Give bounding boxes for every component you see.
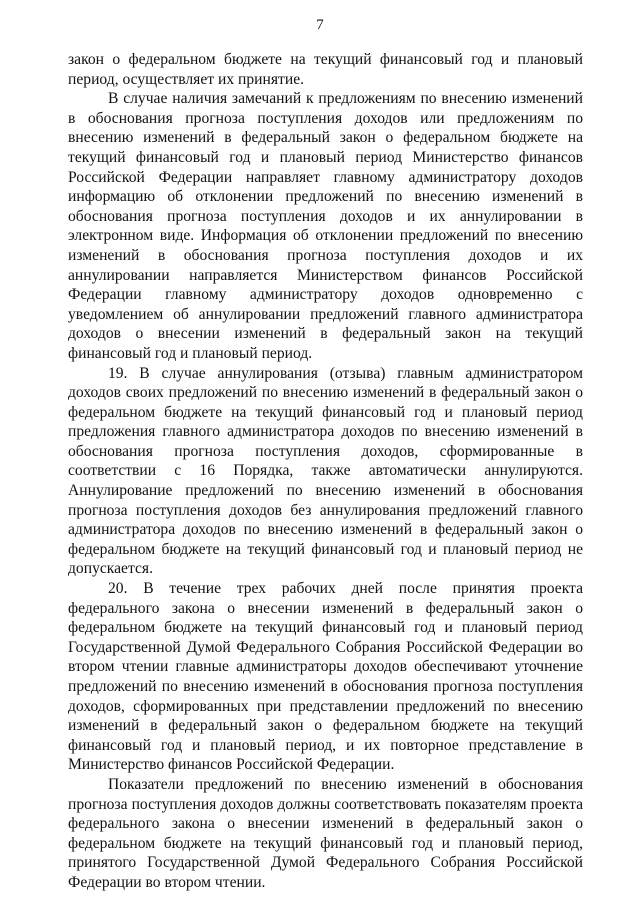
paragraph-indicators: Показатели предложений по внесению изменений в обоснования прогноза поступления доходов должны соответствовать показателям проекта федерального закона о внесении изменений в федеральный закон о федеральном бюджете на текущий финансовый год и плановый период, принятого Государственной Думой Федерального Собрания Российской Федерации во втором чтении. — [68, 775, 583, 891]
paragraph-item-20: 20. В течение трех рабочих дней после принятия проекта федерального закона о внесении изменений в федеральный закон о федеральном бюджете на текущий финансовый год и плановый период Государственной Думой Федерального Собрания Российской Федерации во втором чтении главные администраторы доходов обеспечивают уточнение предложений по внесению изменений в обоснования прогноза поступления доходов, сформированных при представлении предложений по внесению изменений в федеральный закон о федеральном бюджете на текущий финансовый год и плановый период, и их повторное представление в Министерство финансов Российской Федерации. — [68, 580, 583, 774]
paragraph-remarks: В случае наличия замечаний к предложениям по внесению изменений в обоснования прогноза поступления доходов или предложениям по внесению изменений в федеральный закон о федеральном бюджете на текущий финансовый год и плановый период Министерство финансов Российской Федерации направляет главному администратору доходов информацию об отклонении предложений по внесению изменений в обоснования прогноза поступления доходов и их аннулировании в электронном виде. Информация об отклонении предложений по внесению изменений в обоснования прогноза поступления доходов и их аннулировании направляется Министерством финансов Российской Федерации главному администратору доходов одновременно с уведомлением об аннулировании предложений главного администратора доходов о внесении изменений в федеральный закон на текущий финансовый год и плановый период. — [68, 90, 583, 362]
page-number: 7 — [316, 17, 324, 33]
document-body — [68, 50, 583, 893]
paragraph-continuation: закон о федеральном бюджете на текущий финансовый год и плановый период, осуществляет их принятие. — [68, 51, 583, 88]
paragraph-item-19: 19. В случае аннулирования (отзыва) главным администратором доходов своих предложений по внесению изменений в федеральный закон о федеральном бюджете на текущий финансовый год и плановый период предложения главного администратора доходов по внесению изменений в обоснования прогноза поступления доходов, сформированные в соответствии с 16 Порядка, также автоматически аннулируются. Аннулирование предложений по внесению изменений в обоснования прогноза поступления доходов без аннулирования предложений главного администратора доходов по внесению изменений в федеральный закон о федеральном бюджете на текущий финансовый год и плановый период не допускается. — [68, 364, 583, 578]
